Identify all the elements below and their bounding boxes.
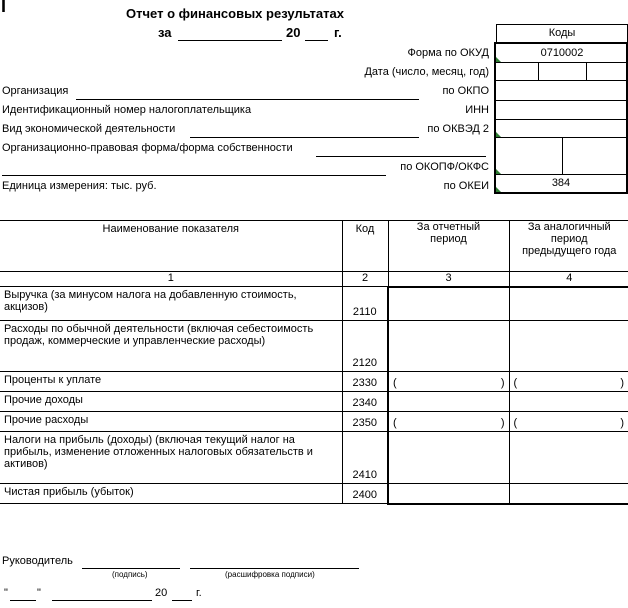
row-previous-value[interactable] (509, 372, 628, 392)
date-label: Дата (число, месяц, год) (364, 66, 489, 78)
row-name: Проценты к уплате (0, 372, 342, 392)
legal-form-label: Организационно-правовая форма/форма собственности (2, 142, 293, 154)
legal-form-field-1[interactable] (316, 156, 486, 157)
inn-field[interactable] (496, 101, 626, 120)
corner-mark: I (1, 0, 7, 16)
paren-open: ( (393, 417, 397, 429)
row-code: 2110 (342, 287, 388, 321)
table-row (0, 321, 628, 372)
colnum-3: 3 (388, 272, 509, 287)
decoding-field[interactable] (190, 568, 359, 569)
row-code: 2340 (342, 392, 388, 412)
row-previous-value[interactable] (509, 287, 628, 321)
quote-close: " (37, 587, 41, 599)
okopf-field[interactable] (496, 138, 626, 175)
footer-year-prefix: 20 (155, 587, 168, 599)
paren-open: ( (513, 417, 518, 429)
row-name: Прочие расходы (0, 412, 342, 432)
row-name: Прочие доходы (0, 392, 342, 412)
okopf-label: по ОКОПФ/ОКФС (400, 161, 489, 173)
row-name: Выручка (за минусом налога на добавленную стоимость, акцизов) (0, 287, 342, 321)
okpo-label: по ОКПО (442, 85, 489, 97)
okved-field[interactable] (496, 120, 626, 138)
okei-value: 384 (496, 175, 626, 192)
row-previous-value[interactable] (509, 432, 628, 484)
quote-open: " (4, 587, 8, 599)
header-code: Код (342, 221, 388, 272)
paren-open: ( (393, 377, 397, 389)
colnum-2: 2 (342, 272, 388, 287)
row-name: Чистая прибыль (убыток) (0, 484, 342, 504)
colnum-1: 1 (0, 272, 342, 287)
month-field[interactable] (52, 600, 152, 601)
row-code: 2330 (342, 372, 388, 392)
unit-label: Единица измерения: тыс. руб. (2, 180, 157, 192)
paren-close: ) (620, 377, 624, 389)
header-name: Наименование показателя (0, 221, 342, 272)
legal-form-field-2[interactable] (2, 175, 386, 176)
row-current-value[interactable] (388, 484, 509, 504)
decoding-caption: (расшифровка подписи) (225, 570, 315, 579)
year-prefix: 20 (286, 25, 301, 40)
signature-caption: (подпись) (112, 570, 148, 579)
table-row (0, 392, 628, 412)
paren-close: ) (500, 377, 505, 389)
header-previous: За аналогичный период предыдущего года (509, 221, 628, 272)
row-name: Расходы по обычной деятельности (включая себестоимость продаж, коммерческие и управленческие расходы) (0, 321, 342, 372)
okei-label: по ОКЕИ (443, 180, 489, 192)
okved-label: по ОКВЭД 2 (427, 123, 489, 135)
colnum-4: 4 (509, 272, 628, 287)
day-field[interactable] (10, 600, 36, 601)
year-suffix: г. (334, 25, 342, 40)
footer-year-field[interactable] (172, 600, 192, 601)
date-field[interactable] (496, 62, 626, 81)
table-row (0, 484, 628, 504)
paren-close: ) (500, 417, 505, 429)
organization-field[interactable] (76, 99, 419, 100)
row-code: 2410 (342, 432, 388, 484)
row-previous-value[interactable] (509, 321, 628, 372)
activity-label: Вид экономической деятельности (2, 123, 176, 135)
period-za-label: за (158, 25, 172, 40)
financial-results-table (0, 220, 628, 505)
table-row (0, 372, 628, 392)
okud-value: 0710002 (496, 44, 628, 63)
row-name: Налоги на прибыль (доходы) (включая текущий налог на прибыль, изменение отложенных налоговых обязательств и активов) (0, 432, 342, 484)
row-code: 2350 (342, 412, 388, 432)
footer-year-suffix: г. (196, 587, 202, 599)
table-row (0, 432, 628, 484)
row-current-value[interactable] (388, 287, 509, 321)
okud-label: Форма по ОКУД (407, 47, 489, 59)
year-blank[interactable] (305, 40, 328, 41)
report-title: Отчет о финансовых результатах (126, 6, 344, 21)
paren-close: ) (620, 417, 624, 429)
row-current-value[interactable] (388, 372, 509, 392)
inn-full-label: Идентификационный номер налогоплательщика (2, 104, 252, 116)
row-current-value[interactable] (388, 392, 509, 412)
period-blank[interactable] (178, 40, 282, 41)
inn-label: ИНН (465, 104, 489, 116)
table-row (0, 287, 628, 321)
row-current-value[interactable] (388, 412, 509, 432)
activity-field[interactable] (190, 137, 419, 138)
okpo-field[interactable] (496, 81, 626, 101)
row-previous-value[interactable] (509, 392, 628, 412)
row-code: 2400 (342, 484, 388, 504)
row-previous-value[interactable] (509, 484, 628, 504)
row-current-value[interactable] (388, 432, 509, 484)
row-current-value[interactable] (388, 321, 509, 372)
row-code: 2120 (342, 321, 388, 372)
table-row (0, 412, 628, 432)
codes-header: Коды (496, 24, 628, 42)
head-label: Руководитель (2, 555, 73, 567)
header-current: За отчетный период (388, 221, 509, 272)
organization-label: Организация (2, 85, 69, 97)
paren-open: ( (513, 377, 518, 389)
signature-field[interactable] (82, 568, 180, 569)
row-previous-value[interactable] (509, 412, 628, 432)
